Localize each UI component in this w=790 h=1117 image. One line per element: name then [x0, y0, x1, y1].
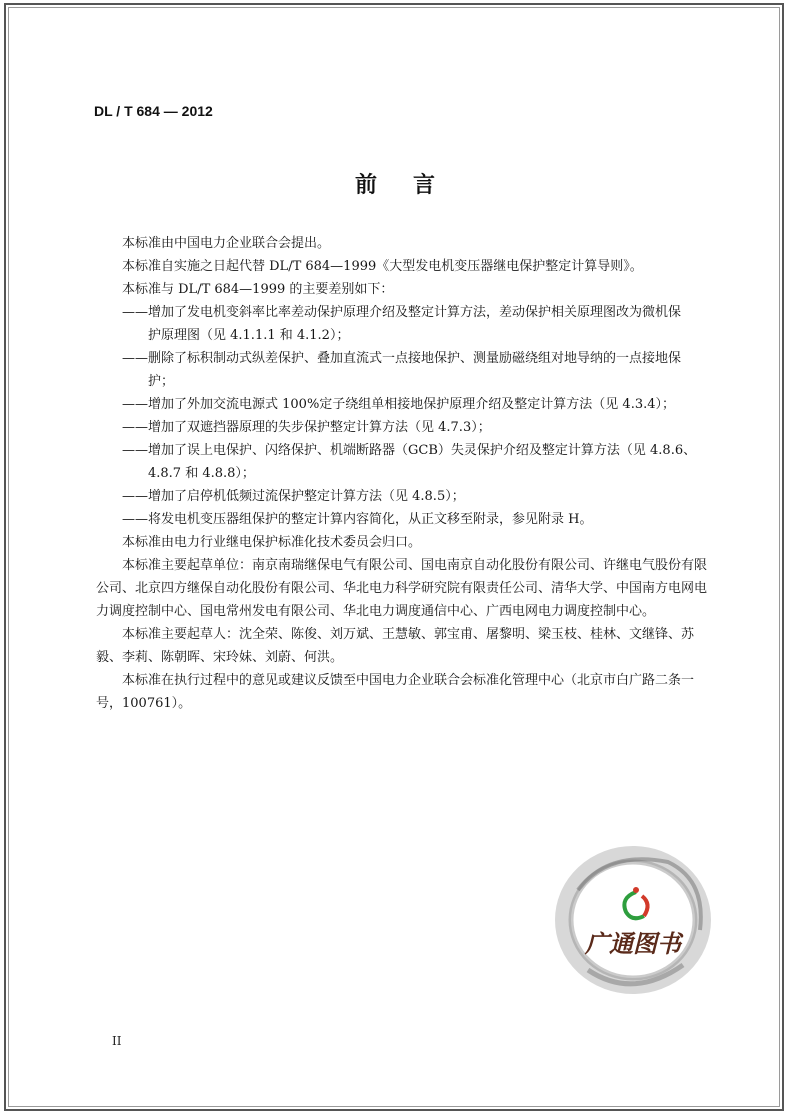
paragraph-feedback: 本标准在执行过程中的意见或建议反馈至中国电力企业联合会标准化管理中心（北京市白广路二条一号，100761）。: [96, 673, 695, 711]
foreword-body: [96, 232, 708, 715]
difference-item-4: ——增加了双遮挡器原理的失步保护整定计算方法（见 4.7.3）；: [122, 420, 491, 435]
difference-item-5: ——增加了误上电保护、闪络保护、机端断路器（GCB）失灵保护介绍及整定计算方法（见 4.8.6、: [122, 443, 697, 458]
paragraph-drafting-units: 本标准主要起草单位：南京南瑞继保电气有限公司、国电南京自动化股份有限公司、许继电气股份有限公司、北京四方继保自动化股份有限公司、华北电力科学研究院有限责任公司、清华大学、中国南方电网电力调度控制中心、国电常州发电有限公司、华北电力调度通信中心、广西电网电力调度控制中心。: [96, 558, 708, 619]
difference-item-3: ——增加了外加交流电源式 100%定子绕组单相接地保护原理介绍及整定计算方法（见 4.3.4）；: [122, 397, 676, 412]
paragraph-committee: 本标准由电力行业继电保护标准化技术委员会归口。: [122, 535, 422, 550]
paragraph-drafters: 本标准主要起草人：沈全荣、陈俊、刘万斌、王慧敏、郭宝甫、屠黎明、梁玉枝、桂林、文继锋、苏毅、李莉、陈朝晖、宋玲妹、刘蔚、何洪。: [96, 627, 695, 665]
difference-item-2-cont: 护；: [148, 374, 175, 389]
page-title: 前言: [354, 173, 471, 198]
difference-item-7: ——将发电机变压器组保护的整定计算内容简化，从正文移至附录，参见附录 H。: [122, 512, 593, 527]
difference-item-1: ——增加了发电机变斜率比率差动保护原理介绍及整定计算方法，差动保护相关原理图改为微机保: [122, 305, 682, 320]
difference-item-1-cont: 护原理图（见 4.1.1.1 和 4.1.2）；: [148, 328, 350, 343]
document-code: DL / T 684 — 2012: [94, 103, 213, 119]
page-number: II: [112, 1034, 122, 1048]
difference-item-2: ——删除了标积制动式纵差保护、叠加直流式一点接地保护、测量励磁绕组对地导纳的一点接地保: [122, 351, 682, 366]
paragraph-replaces: 本标准自实施之日起代替 DL/T 684—1999《大型发电机变压器继电保护整定计算导则》。: [122, 259, 643, 274]
paragraph-proposer: 本标准由中国电力企业联合会提出。: [122, 236, 331, 251]
seal-text: 广通图书: [585, 930, 681, 958]
paragraph-differences-intro: 本标准与 DL/T 684—1999 的主要差别如下：: [122, 282, 394, 297]
difference-item-5-cont: 4.8.7 和 4.8.8）；: [148, 466, 255, 481]
difference-item-6: ——增加了启停机低频过流保护整定计算方法（见 4.8.5）；: [122, 489, 465, 504]
publisher-seal-logo: [548, 840, 718, 1000]
